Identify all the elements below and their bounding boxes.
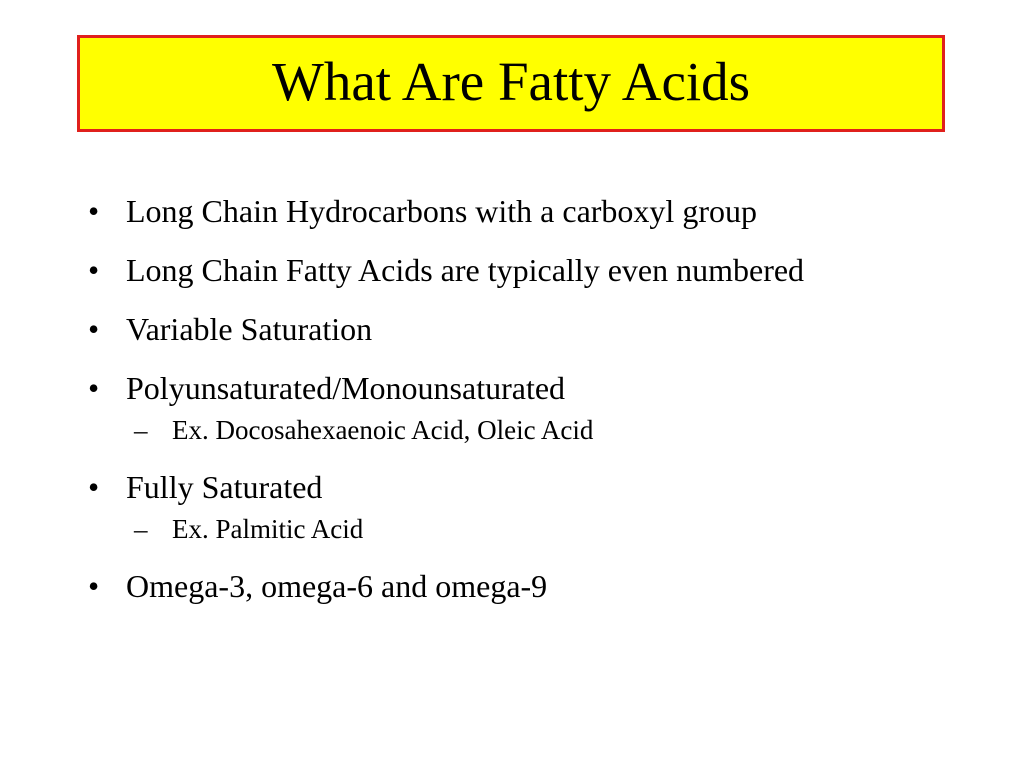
sub-bullet-item: [134, 507, 948, 551]
sub-bullet-text: Ex. Palmitic Acid: [172, 514, 364, 544]
bullet-item: [88, 365, 948, 452]
sub-bullet-marker: –: [134, 415, 148, 445]
bullet-marker: •: [88, 469, 100, 505]
bullet-marker: •: [88, 252, 100, 288]
bullet-list: [88, 188, 948, 622]
slide-title: What Are Fatty Acids: [271, 51, 751, 112]
bullet-item: [88, 464, 948, 551]
bullet-text: Omega-3, omega-6 and omega-9: [126, 568, 548, 604]
bullet-item: [88, 188, 948, 235]
bullet-item: [88, 247, 826, 294]
bullet-marker: •: [88, 370, 100, 406]
bullet-item: [88, 306, 948, 353]
bullet-text: Long Chain Hydrocarbons with a carboxyl group: [126, 193, 757, 229]
title-box: [77, 35, 945, 132]
sub-bullet-item: [134, 408, 948, 452]
bullet-marker: •: [88, 568, 100, 604]
bullet-item: [88, 563, 948, 610]
bullet-marker: •: [88, 193, 100, 229]
bullet-text: Fully Saturated: [126, 469, 323, 505]
sub-bullet-marker: –: [134, 514, 148, 544]
sub-bullet-text: Ex. Docosahexaenoic Acid, Oleic Acid: [172, 415, 594, 445]
sub-bullet-list: [126, 408, 948, 452]
bullet-text: Long Chain Fatty Acids are typically even numbered: [126, 252, 805, 288]
bullet-text: Polyunsaturated/Monounsaturated: [126, 370, 566, 406]
sub-bullet-list: [126, 507, 948, 551]
bullet-marker: •: [88, 311, 100, 347]
bullet-text: Variable Saturation: [126, 311, 373, 347]
